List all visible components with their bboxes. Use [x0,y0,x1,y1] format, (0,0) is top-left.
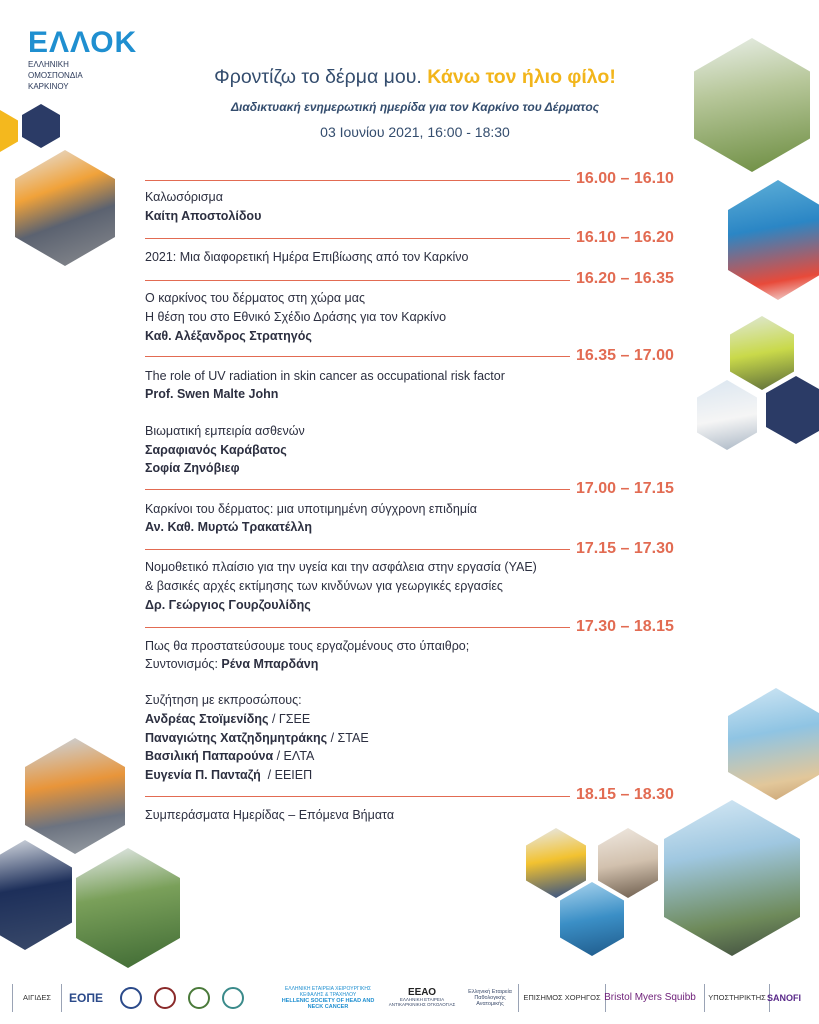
ellok-logo [28,28,137,91]
circle-emblem-icon [154,987,176,1009]
session-1-speaker: Καίτη Αποστολίδου [145,209,262,223]
session-6-speaker: Δρ. Γεώργιος Γουρζουλίδης [145,598,311,612]
session-7-moderator-row [145,657,318,671]
emblem-logo-2 [152,984,178,1012]
circle-emblem-icon [120,987,142,1009]
panel-member-org: / ΓΣΕΕ [268,712,311,726]
time-slot-7: 17.30 – 18.15 [576,618,674,635]
session-4-speaker-b1: Σαραφιανός Καράβατος [145,443,287,457]
emblem-logo-3 [186,984,212,1012]
panel-member-3 [145,749,314,763]
construction-worker-photo [15,150,115,266]
moderator-label: Συντονισμός: [145,657,218,671]
session-8-topic: Συμπεράσματα Ημερίδας – Επόμενα Βήματα [145,808,395,822]
road-worker-photo [25,738,125,854]
logo-line-3: ΚΑΡΚΙΝΟΥ [28,82,69,91]
surveyor-photo [730,316,794,390]
panel-member-name: Ευγενία Π. Πανταζή [145,768,261,782]
rule-6 [145,549,570,550]
navy-hexagon-right [766,376,819,444]
session-7-topic: Πως θα προστατεύσουμε τους εργαζομένους στο ύπαιθρο; [145,639,470,653]
eeao-logo [382,984,462,1012]
hellenic-society-gr: ΕΛΛΗΝΙΚΗ ΕΤΑΙΡΕΙΑ ΧΕΙΡΟΥΡΓΙΚΗΣ ΚΕΦΑΛΗΣ & ΤΡΑΧΗΛΟΥ [284,986,372,998]
farm-workers-photo [76,848,180,968]
hellenic-society-en: HELLENIC SOCIETY OF HEAD AND NECK CANCER [281,998,375,1010]
panel-member-org: / ΕΛΤΑ [273,749,315,763]
panel-label: Συζήτηση με εκπροσώπους: [145,693,302,707]
rule-2 [145,238,570,239]
logo-mark: ΕΛΛΟΚ [28,26,138,59]
moderator-name: Ρένα Μπαρδάνη [221,657,319,671]
supporter-label: ΥΠΟΣΤΗΡΙΚΤΗΣ [704,984,770,1012]
time-slot-3: 16.20 – 16.35 [576,270,674,287]
page-title [150,66,680,89]
session-6-topic-2: & βασικές αρχές εκτίμησης των κινδύνων για γεωργικές εργασίες [145,579,503,593]
pathology-logo: Ελληνική Εταιρεία Παθολογικής Ανατομικής [468,989,512,1007]
fisherman-photo [560,882,624,956]
rule-5 [145,489,570,490]
session-4-speaker: Prof. Swen Malte John [145,387,279,401]
navy-hexagon-left [22,104,60,148]
rule-8 [145,796,570,797]
panel-member-name: Ανδρέας Στοϊμενίδης [145,712,269,726]
panel-member-name: Παναγιώτης Χατζηδημητράκης [145,731,328,745]
emblem-logo-4 [220,984,246,1012]
circle-emblem-icon [222,987,244,1009]
event-date: 03 Ιουνίου 2021, 16:00 - 18:30 [320,124,510,140]
time-slot-4: 16.35 – 17.00 [576,347,674,364]
session-3-topic-2: Η θέση του στο Εθνικό Σχέδιο Δράσης για τον Καρκίνο [145,310,447,324]
courier-photo [0,840,72,950]
session-2-topic: 2021: Μια διαφορετική Ημέρα Επιβίωσης από τον Καρκίνο [145,250,469,264]
yellow-hexagon-left [0,110,18,152]
rule-4 [145,356,570,357]
farmer-field-photo [694,38,810,172]
panel-member-org: / ΣΤΑΕ [327,731,369,745]
session-1-topic: Καλωσόρισμα [145,190,223,204]
circle-emblem-icon [188,987,210,1009]
time-slot-6: 17.15 – 17.30 [576,540,674,557]
beach-volleyball-photo [728,688,819,800]
rule-1 [145,180,570,181]
session-3-speaker: Καθ. Αλέξανδρος Στρατηγός [145,329,312,343]
eope-logo: ΕΟΠΕ [68,991,103,1005]
eeao-mark: ΕΕΑΟ [407,987,437,998]
session-6-topic-1: Νομοθετικό πλαίσιο για την υγεία και την ασφάλεια στην εργασία (ΥΑΕ) [145,560,537,574]
sailor-photo [697,380,757,450]
time-slot-5: 17.00 – 17.15 [576,480,674,497]
panel-member-name: Βασιλική Παπαρούνα [145,749,274,763]
session-4-topic: The role of UV radiation in skin cancer as occupational risk factor [145,369,505,383]
panel-member-org: / ΕΕΙΕΠ [260,768,313,782]
hellenic-society-logo [278,984,378,1012]
sponsors-footer [10,984,810,1014]
aigides-label: ΑΙΓΙΔΕΣ [12,984,62,1012]
lifeguard-photo [728,180,819,300]
bms-logo: Bristol Myers Squibb [604,992,696,1003]
session-5-topic: Καρκίνοι του δέρματος: μια υποτιμημένη σύγχρονη επιδημία [145,502,478,516]
logo-line-1: ΕΛΛΗΝΙΚΗ [28,60,69,69]
panel-member-4 [145,768,312,782]
session-3-topic-1: Ο καρκίνος του δέρματος στη χώρα μας [145,291,365,305]
hiker-photo [664,800,800,956]
rule-7 [145,627,570,628]
sanofi-logo: SANOFI [766,993,801,1003]
delivery-worker-photo [526,828,586,898]
official-sponsor-label: ΕΠΙΣΗΜΟΣ ΧΟΡΗΓΟΣ [518,984,606,1012]
time-slot-1: 16.00 – 16.10 [576,170,674,187]
emblem-logo-1 [118,984,144,1012]
session-4-speaker-b2: Σοφία Ζηνόβιεφ [145,461,240,475]
title-accent: Κάνω τον ήλιο φίλο! [427,66,616,88]
time-slot-2: 16.10 – 16.20 [576,229,674,246]
title-main: Φροντίζω το δέρμα μου. [214,66,422,88]
page-subtitle: Διαδικτυακή ενημερωτική ημερίδα για τον Καρκίνο του Δέρματος [230,100,600,114]
panel-member-1 [145,712,310,726]
panel-member-2 [145,731,369,745]
time-slot-8: 18.15 – 18.30 [576,786,674,803]
session-4-topic-b: Βιωματική εμπειρία ασθενών [145,424,305,438]
session-5-speaker: Αν. Καθ. Μυρτώ Τρακατέλλη [145,520,312,534]
woman-walking-photo [598,828,658,898]
rule-3 [145,280,570,281]
eeao-sub: ΕΛΛΗΝΙΚΗ ΕΤΑΙΡΕΙΑ ΑΝΤΙΚΑΡΚΙΝΙΚΗΣ ΟΓΚΟΛΟΓΙΑΣ [388,997,456,1007]
logo-line-2: ΟΜΟΣΠΟΝΔΙΑ [28,71,83,80]
